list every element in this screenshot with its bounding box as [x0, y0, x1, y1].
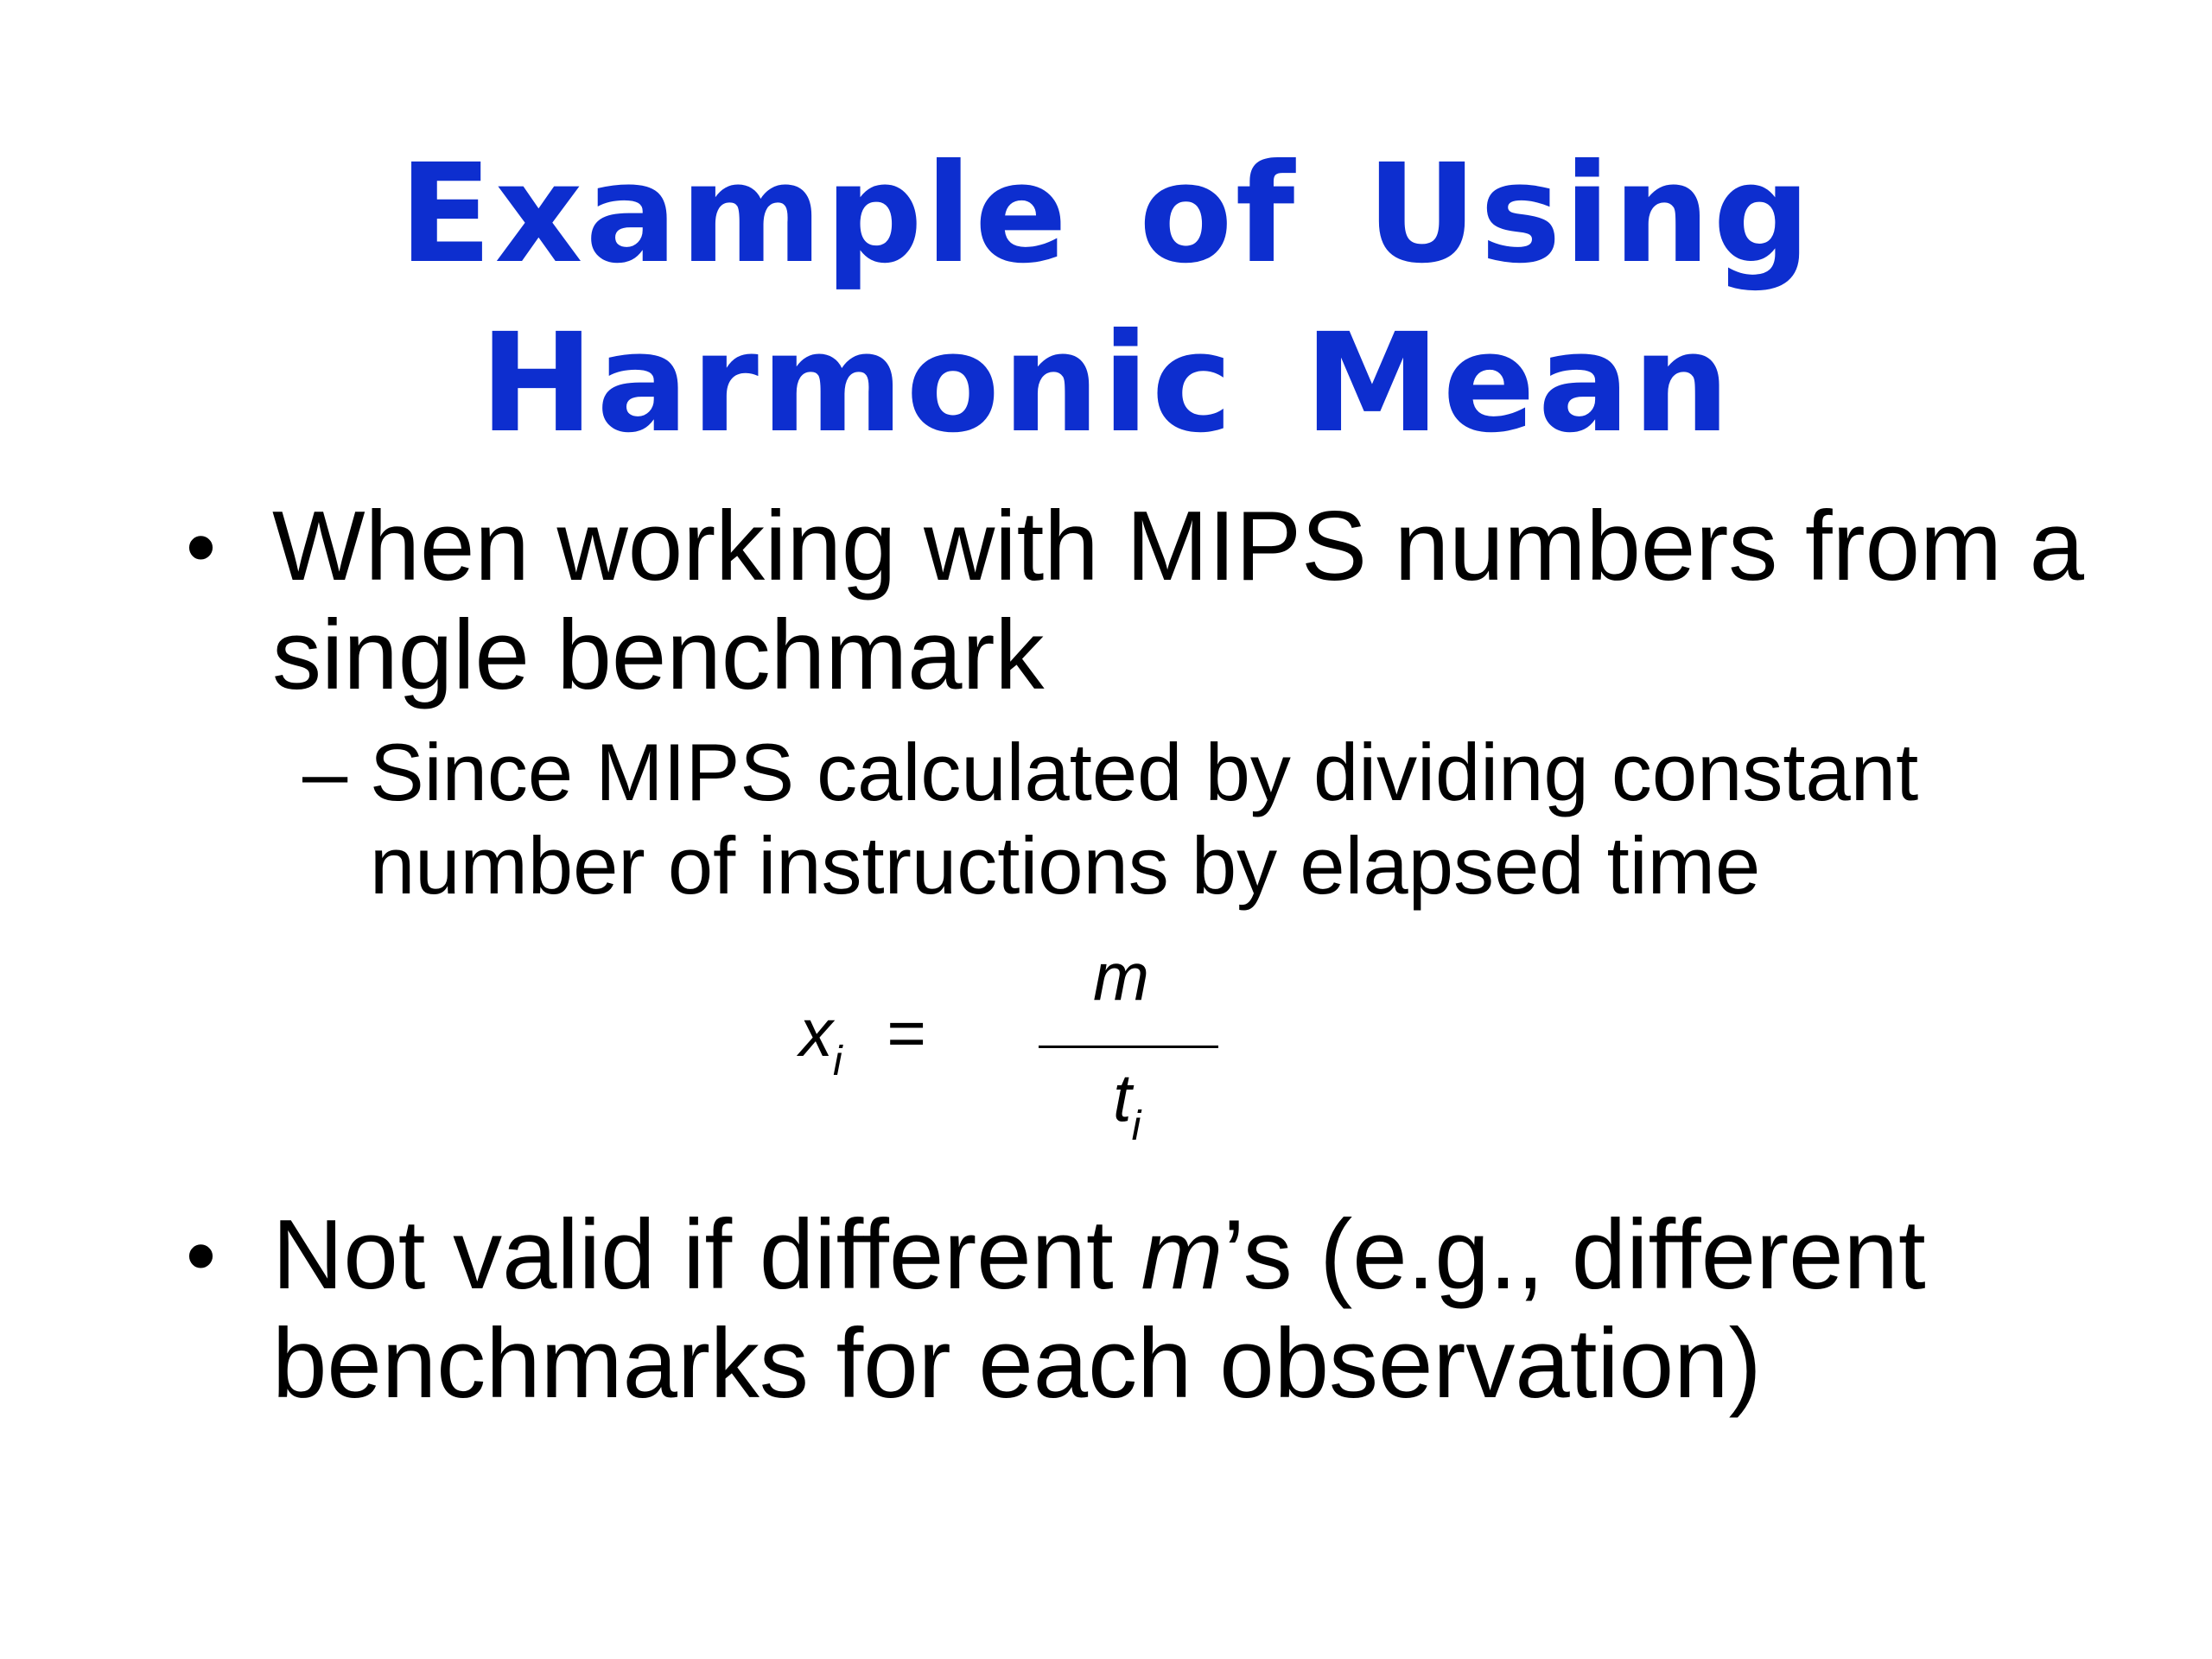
- bullet-text: When working with MIPS numbers from a single benchmark: [272, 492, 2085, 710]
- bullet-text-italic: m: [1141, 1200, 1224, 1310]
- formula-lhs-variable: x: [799, 995, 833, 1071]
- sub-bullet-text: Since MIPS calculated by dividing constant number of instructions by elapsed time: [370, 727, 1919, 911]
- formula-denominator: [1113, 1058, 1141, 1165]
- bullet-item-mips-single-benchmark: [186, 492, 2087, 710]
- sub-bullet-item-mips-calculation: [302, 726, 2098, 912]
- sub-bullet-marker: –: [302, 727, 348, 817]
- formula-numerator: m: [1093, 938, 1149, 1014]
- bullet-text-end: ’s (e.g., different benchmarks for each observation): [272, 1200, 1926, 1419]
- bullet-text-start: Not valid if different: [272, 1200, 1141, 1310]
- slide-title: [0, 130, 2212, 468]
- bullet-marker: •: [186, 499, 217, 595]
- title-line-2: Harmonic Mean: [480, 304, 1732, 463]
- bullet-marker: •: [186, 1207, 217, 1304]
- formula-equals-sign: =: [887, 995, 926, 1071]
- formula-fraction-bar: [1039, 1046, 1218, 1048]
- bullet-item-not-valid: [186, 1200, 2087, 1419]
- formula-denominator-subscript: i: [1131, 1102, 1141, 1149]
- title-line-1: Example of Using: [398, 135, 1814, 294]
- formula-lhs-subscript: i: [833, 1037, 842, 1084]
- formula-lhs: [799, 994, 926, 1100]
- formula-denominator-variable: t: [1113, 1059, 1132, 1135]
